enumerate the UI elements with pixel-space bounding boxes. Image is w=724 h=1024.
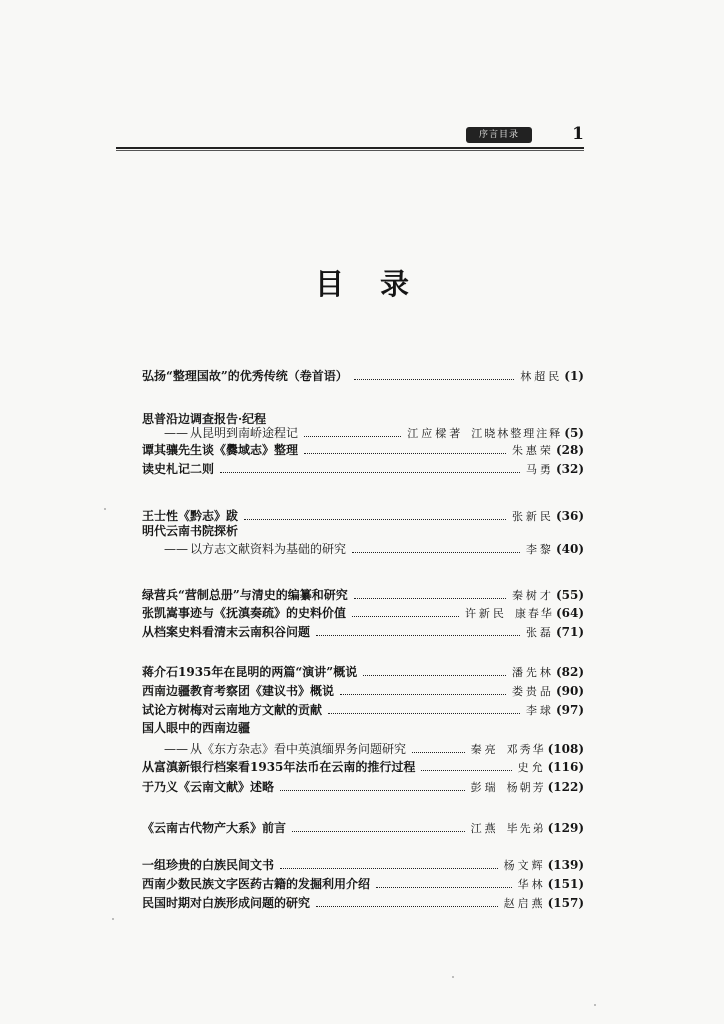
toc-page-number: (90) bbox=[555, 684, 584, 698]
toc-author: 赵启燕 bbox=[503, 897, 546, 910]
dot-leader bbox=[328, 713, 520, 714]
header-rule-thin bbox=[116, 150, 584, 151]
toc-page-number: (5) bbox=[564, 426, 584, 440]
toc-entry[interactable] bbox=[142, 587, 584, 603]
toc-entry[interactable] bbox=[142, 605, 584, 621]
toc-entry[interactable] bbox=[142, 759, 584, 775]
toc-author: 许新民 bbox=[464, 607, 507, 620]
scan-speck bbox=[594, 1004, 596, 1006]
dot-leader bbox=[354, 598, 506, 599]
toc-page-number: (36) bbox=[555, 509, 584, 523]
toc-page-number: (64) bbox=[555, 606, 584, 620]
toc-page-number: (151) bbox=[547, 877, 584, 891]
toc-entry[interactable] bbox=[142, 720, 584, 736]
toc-page-number: (139) bbox=[547, 858, 584, 872]
toc-page-number: (82) bbox=[555, 665, 584, 679]
dot-leader bbox=[280, 790, 465, 791]
toc-page-number: (157) bbox=[547, 896, 584, 910]
toc-entry[interactable] bbox=[164, 541, 584, 557]
toc-author: 江燕 bbox=[470, 822, 499, 835]
toc-author: 张磊 bbox=[525, 626, 554, 639]
toc-page-number: (129) bbox=[547, 821, 584, 835]
toc-title: 绿营兵“营制总册”与清史的编纂和研究 bbox=[142, 588, 348, 602]
toc-title: 从档案史料看清末云南积谷问题 bbox=[142, 625, 311, 639]
toc-author: 华林 bbox=[517, 878, 546, 891]
toc-author: 朱惠荣 bbox=[511, 444, 554, 457]
scan-speck bbox=[104, 508, 106, 510]
toc-author: 马勇 bbox=[525, 463, 554, 476]
toc-author: 毕先弟 bbox=[506, 822, 546, 835]
toc-entry[interactable] bbox=[142, 683, 584, 699]
toc-page-number: (32) bbox=[555, 462, 584, 476]
toc-author: 杨文辉 bbox=[503, 859, 546, 872]
toc-entry[interactable] bbox=[142, 523, 584, 539]
toc-author: 李球 bbox=[525, 704, 554, 717]
dot-leader bbox=[280, 868, 498, 869]
toc-author: 李黎 bbox=[525, 543, 554, 556]
toc-author: 林超民 bbox=[520, 370, 563, 383]
dot-leader bbox=[363, 675, 506, 676]
toc-title: 蒋介石1935年在昆明的两篇“演讲”概说 bbox=[142, 665, 358, 679]
running-header bbox=[452, 124, 584, 144]
subtitle-dash: —— bbox=[164, 542, 188, 556]
dot-leader bbox=[292, 831, 465, 832]
toc-title: 从富滇新银行档案看1935年法币在云南的推行过程 bbox=[142, 760, 416, 774]
toc-entry[interactable] bbox=[142, 461, 584, 477]
toc-author: 史允 bbox=[517, 761, 546, 774]
toc-page-number: (40) bbox=[555, 542, 584, 556]
toc-author: 江应樑著 bbox=[407, 427, 464, 440]
dot-leader bbox=[316, 906, 498, 907]
dot-leader bbox=[412, 752, 465, 753]
toc-title: 明代云南书院探析 bbox=[142, 524, 239, 538]
toc-author: 杨朝芳 bbox=[506, 781, 546, 794]
toc-page-number: (55) bbox=[555, 588, 584, 602]
toc-author: 秦亮 bbox=[470, 743, 499, 756]
toc-page-number: (1) bbox=[564, 369, 584, 383]
toc-title: 于乃义《云南文献》述略 bbox=[142, 780, 275, 794]
dot-leader bbox=[340, 694, 506, 695]
toc-title: 民国时期对白族形成问题的研究 bbox=[142, 896, 311, 910]
toc-author: 张新民 bbox=[511, 510, 554, 523]
toc-entry[interactable] bbox=[142, 702, 584, 718]
dot-leader bbox=[316, 635, 520, 636]
dot-leader bbox=[220, 472, 520, 473]
toc-entry[interactable] bbox=[142, 664, 584, 680]
toc-page-number: (116) bbox=[547, 760, 584, 774]
dot-leader bbox=[421, 770, 511, 771]
toc-page-number: (122) bbox=[547, 780, 584, 794]
toc-title: 从昆明到南峤途程记 bbox=[190, 426, 299, 440]
toc-title: 弘扬“整理国故”的优秀传统（卷首语） bbox=[142, 369, 348, 383]
page-title: 目录 bbox=[314, 267, 445, 301]
toc-title: 以方志文献资料为基础的研究 bbox=[190, 542, 347, 556]
toc-title: 《云南古代物产大系》前言 bbox=[142, 821, 287, 835]
toc-entry[interactable] bbox=[164, 741, 584, 757]
toc-title: 张凯嵩事迹与《抚滇奏疏》的史料价值 bbox=[142, 606, 347, 620]
scan-speck bbox=[112, 918, 114, 920]
toc-author: 康春华 bbox=[514, 607, 554, 620]
header-logo: 序言目录 bbox=[466, 127, 532, 143]
dot-leader bbox=[304, 436, 401, 437]
page-number: 1 bbox=[572, 124, 584, 144]
dot-leader bbox=[354, 379, 514, 380]
toc-title: 谭其骧先生谈《爨域志》整理 bbox=[142, 443, 299, 457]
toc-page-number: (71) bbox=[555, 625, 584, 639]
toc-title: 试论方树梅对云南地方文献的贡献 bbox=[142, 703, 323, 717]
toc-entry[interactable] bbox=[142, 779, 584, 795]
toc-entry[interactable] bbox=[164, 425, 584, 441]
dot-leader bbox=[352, 616, 459, 617]
toc-entry[interactable] bbox=[142, 442, 584, 458]
toc-entry[interactable] bbox=[142, 857, 584, 873]
header-rule bbox=[116, 147, 584, 149]
subtitle-dash: —— bbox=[164, 742, 188, 756]
toc-title: 王士性《黔志》跋 bbox=[142, 509, 239, 523]
toc-entry[interactable] bbox=[142, 876, 584, 892]
toc-title: 思普沿边调查报告·纪程 bbox=[142, 412, 267, 426]
subtitle-dash: —— bbox=[164, 426, 188, 440]
toc-title: 一组珍贵的白族民间文书 bbox=[142, 858, 275, 872]
toc-entry[interactable] bbox=[142, 624, 584, 640]
scan-speck bbox=[452, 976, 454, 978]
toc-entry[interactable] bbox=[142, 508, 584, 524]
toc-author: 娄贵品 bbox=[511, 685, 554, 698]
toc-author: 彭瑞 bbox=[470, 781, 499, 794]
toc-title: 国人眼中的西南边疆 bbox=[142, 721, 251, 735]
toc-author: 潘先林 bbox=[511, 666, 554, 679]
toc-page-number: (97) bbox=[555, 703, 584, 717]
toc-title: 读史札记二则 bbox=[142, 462, 215, 476]
toc-author: 江晓林整理注释 bbox=[471, 427, 563, 440]
toc-entry[interactable] bbox=[142, 820, 584, 836]
dot-leader bbox=[304, 453, 506, 454]
toc-page-number: (28) bbox=[555, 443, 584, 457]
toc-page-number: (108) bbox=[547, 742, 584, 756]
dot-leader bbox=[244, 519, 506, 520]
toc-title: 西南少数民族文字医药古籍的发掘利用介绍 bbox=[142, 877, 371, 891]
dot-leader bbox=[352, 552, 520, 553]
toc-author: 邓秀华 bbox=[506, 743, 546, 756]
toc-title: 从《东方杂志》看中英滇缅界务问题研究 bbox=[190, 742, 407, 756]
toc-author: 秦树才 bbox=[511, 589, 554, 602]
dot-leader bbox=[376, 887, 512, 888]
toc-entry[interactable] bbox=[142, 368, 584, 384]
toc-title: 西南边疆教育考察团《建议书》概说 bbox=[142, 684, 335, 698]
toc-entry[interactable] bbox=[142, 895, 584, 911]
